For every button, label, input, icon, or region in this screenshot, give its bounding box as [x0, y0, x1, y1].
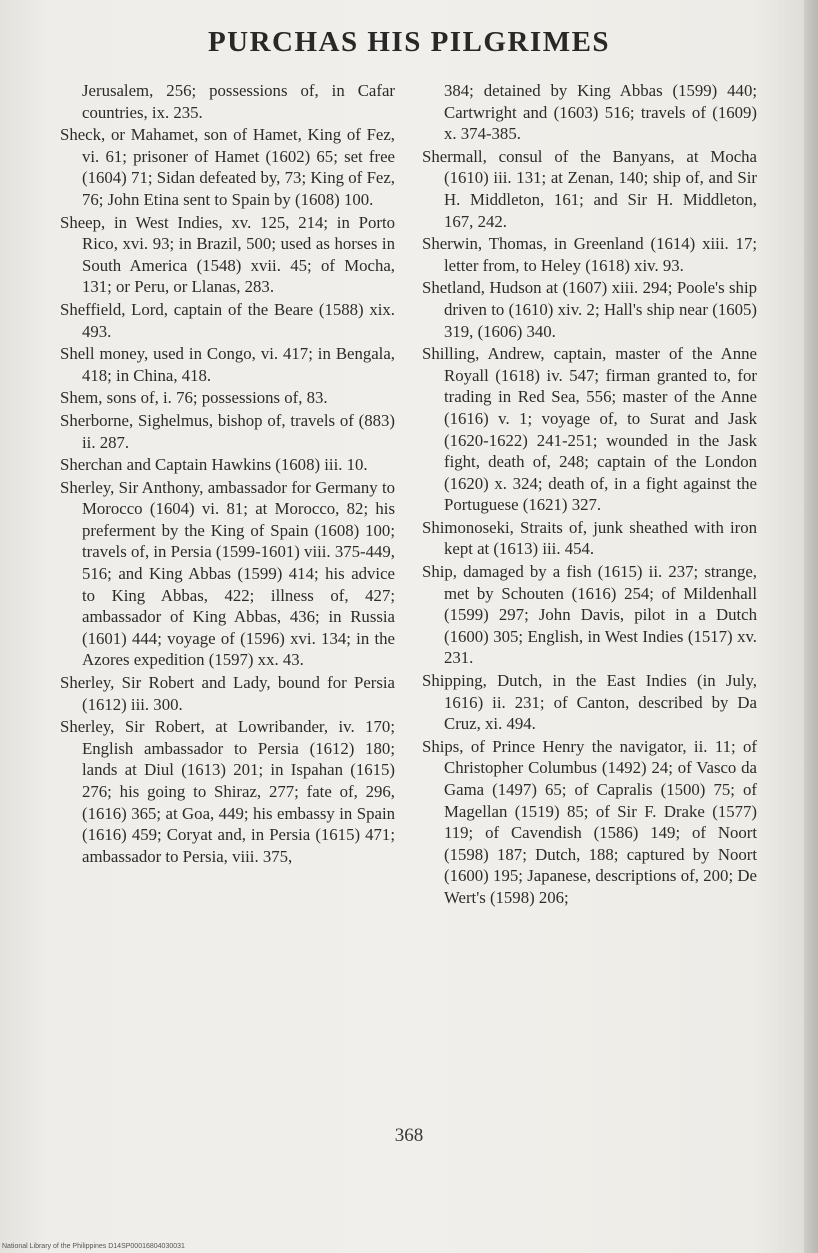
scan-footer: National Library of the Philippines D14SP00016804030031: [2, 1243, 185, 1250]
page-title: PURCHAS HIS PILGRIMES: [207, 26, 611, 58]
index-entry: Shermall, consul of the Banyans, at Mocha (1610) iii. 131; at Zenan, 140; ship of, and Sir H. Middleton, 161; and Sir H. Middleton, 167, 242.: [422, 146, 757, 231]
index-entry: Sheffield, Lord, captain of the Beare (1588) xix. 493.: [60, 299, 395, 341]
page-number: 368: [394, 1125, 424, 1146]
index-entry: Sheep, in West Indies, xv. 125, 214; in Porto Rico, xvi. 93; in Brazil, 500; used as horses in South America (1548) xvii. 45; of Mocha, 131; or Peru, or Llanas, 283.: [60, 212, 395, 297]
index-entry: Sherley, Sir Anthony, ambassador for Germany to Morocco (1604) vi. 81; at Morocco, 82; his preferment by the King of Spain (1608) 100; travels of, in Persia (1599-1601) viii. 375-449, 516; and King Abbas (1599) 414; his advice to King Abbas, 422; illness of, 427; ambassador of King Abbas, 436; in Russia (1601) 444; voyage of (1596) xvi. 134; in the Azores expedition (1597) xx. 43.: [60, 477, 395, 670]
index-entry: Ships, of Prince Henry the navigator, ii. 11; of Christopher Columbus (1492) 24; of Vasco da Gama (1497) 65; of Capralis (1500) 75; of Magellan (1519) 85; of Sir F. Drake (1577) 119; of Cavendish (1586) 149; of Noort (1598) 187; Dutch, 188; captured by Noort (1600) 195; Japanese, descriptions of, 200; De Wert's (1598) 206;: [422, 736, 757, 907]
index-entry: Shetland, Hudson at (1607) xiii. 294; Poole's ship driven to (1610) xiv. 2; Hall's ship near (1605) 319, (1606) 340.: [422, 278, 757, 341]
index-entry: Sherley, Sir Robert, at Lowribander, iv. 170; English ambassador to Persia (1612) 180; lands at Diul (1613) 201; in Ispahan (1615) 276; his going to Shiraz, 277; fate of, 296, (1616) 365; at Goa, 449; his embassy in Spain (1616) 459; Coryat and, in Persia (1615) 471; ambassador to Persia, viii. 375,: [60, 717, 395, 866]
index-entry: Jerusalem, 256; possessions of, in Cafar countries, ix. 235.: [82, 81, 395, 122]
index-entry: Ship, damaged by a fish (1615) ii. 237; strange, met by Schouten (1616) 254; of Mildenhall (1599) 297; John Davis, pilot in a Dutch (1600) 305; English, in West Indies (1517) xv. 231.: [422, 562, 757, 668]
index-entry: 384; detained by King Abbas (1599) 440; Cartwright and (1603) 516; travels of (1609) x. 374-385.: [444, 81, 757, 144]
index-entry: Sherborne, Sighelmus, bishop of, travels of (883) ii. 287.: [60, 410, 395, 452]
index-entry: Sherley, Sir Robert and Lady, bound for Persia (1612) iii. 300.: [60, 673, 395, 714]
index-entry: Shipping, Dutch, in the East Indies (in July, 1616) ii. 231; of Canton, described by Da Cruz, xi. 494.: [422, 671, 757, 734]
right-column: [422, 80, 757, 910]
page-edge-shadow: [804, 0, 818, 1253]
index-entry: Shilling, Andrew, captain, master of the Anne Royall (1618) iv. 547; firman granted to, for trading in Red Sea, 556; master of the Anne (1616) v. 1; voyage of, to Surat and Jask (1620-1622) 241-251; wounded in the Jask fight, death of, 248; captain of the London (1620) x. 324; death of, in a fight against the Portuguese (1621) 327.: [422, 344, 757, 515]
index-entry: Sherwin, Thomas, in Greenland (1614) xiii. 17; letter from, to Heley (1618) xiv. 93.: [422, 234, 757, 275]
index-entry: Sheck, or Mahamet, son of Hamet, King of Fez, vi. 61; prisoner of Hamet (1602) 65; set free (1604) 71; Sidan defeated by, 73; King of Fez, 76; John Etina sent to Spain by (1608) 100.: [60, 125, 395, 209]
left-column: [60, 80, 395, 868]
index-entry: Shimonoseki, Straits of, junk sheathed with iron kept at (1613) iii. 454.: [422, 517, 757, 559]
index-entry: Sherchan and Captain Hawkins (1608) iii. 10.: [60, 455, 368, 475]
index-entry: Shell money, used in Congo, vi. 417; in Bengala, 418; in China, 418.: [60, 344, 395, 385]
index-entry: Shem, sons of, i. 76; possessions of, 83.: [60, 388, 328, 408]
